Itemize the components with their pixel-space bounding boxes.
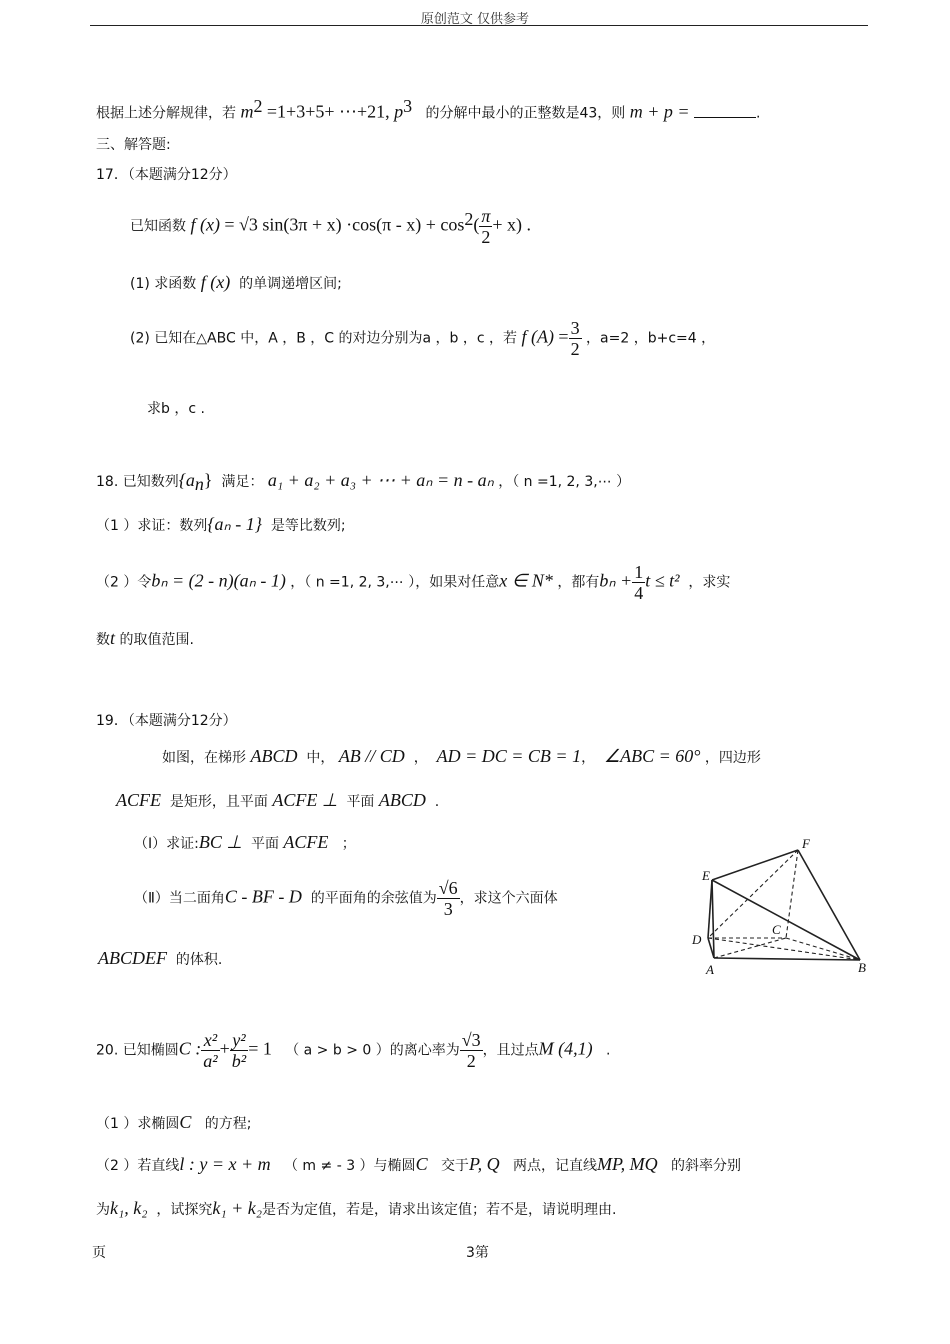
q18-p2-prefix: （2 ）令 [96,574,152,591]
edge-ED [708,880,712,938]
q19-line2e: ABCD [378,790,426,810]
q20-k: k₁, k₂ [110,1198,148,1218]
q17-p2-last: 求b ，c . [147,401,205,417]
q20-part2 [96,1154,741,1175]
q20-c: C : [178,1038,202,1059]
q18-part1 [96,514,346,535]
page-header: 原创范文 仅供参考 [420,12,530,27]
q20-part2-line2 [96,1198,617,1219]
q20-p2-cond: （ m ≠ - 3 ）与椭圆 [283,1158,416,1174]
q19-p2-math: C - BF - D [224,886,302,907]
label-F: F [802,836,810,851]
q19-par: AB // CD [338,746,405,766]
q20-p2-c: C [415,1154,428,1174]
q17-paren: ( [473,214,480,235]
q19-line2a: ACFE [116,790,161,810]
q17-tail: + x) . [492,214,532,235]
q19-line1a: 如图，在梯形 [162,750,246,766]
q19-p2-end: ，求这个六面体 [459,890,558,907]
q19-line2b: 是矩形，且平面 [169,794,268,810]
answer-blank [694,103,756,118]
q20-e-den: 2 [466,1051,476,1071]
edge-EF [712,850,798,880]
q20-pass: ，且过点 [482,1042,539,1059]
intro-middle: 的分解中最小的正整数是43，则 [425,105,626,122]
q20-part1 [96,1112,251,1133]
q17-pi: π [481,206,491,226]
q18-p2-frac [632,562,645,603]
q18-p2-ineq: t ≤ t² [645,570,680,591]
q17-part1 [130,272,342,293]
q18-p1-prefix: （1 ）求证：数列 [96,518,208,534]
q20-point: M (4,1) [538,1038,593,1059]
q19-abcd: ABCD [250,746,298,766]
q19-part2 [134,878,558,919]
q19-p2-num: √6 [438,878,458,898]
hexahedron-figure [690,836,870,978]
q19-p2-den: 3 [443,899,453,919]
q20-p2-two: 两点，记直线 [512,1158,597,1174]
q18-p2-num: 1 [634,562,644,582]
q20-line [96,1030,610,1071]
q17-cos-sup: 2 [464,208,474,229]
q17-formula: = √3 sin(3π + x) ·cos(π - x) + cos [224,214,465,235]
intro-end: . [756,105,761,122]
q20-x2: x² [201,1030,219,1051]
q18-part2-line2 [96,628,194,649]
q18-p1-math: {aₙ - 1} [207,514,262,534]
q20-eq1: = 1 [248,1038,272,1059]
q19-title: 19．（本题满分12分） [96,713,237,729]
q19-p1-acfe: ACFE [283,832,329,852]
q20-plus: + [219,1038,230,1059]
q18-p2-have: ，都有 [557,574,600,591]
q18-part2 [96,562,730,603]
q20-p1-c: C [179,1112,192,1132]
q19-p1-end: ； [341,836,356,852]
q20-x-frac [201,1030,219,1071]
q18-t: t [110,628,116,648]
q19-line2d: 平面 [346,794,375,810]
intro-p: p [394,101,404,122]
q20-b2: b² [231,1051,247,1071]
q18-seq-close: } [203,470,213,490]
label-A: A [706,962,714,977]
q17-p2-math: f (A) [521,326,554,347]
q20-end: . [605,1042,611,1059]
intro-prefix: 根据上述分解规律，若 [96,105,236,122]
q19-p2-line2b: 的体积. [175,952,223,968]
q20-line2c: 是否为定值，若是，请求出该定值；若不是，请说明理由. [262,1202,617,1218]
label-B: B [858,960,866,975]
intro-series: =1+3+5+ ⋯+21, [266,101,390,122]
q18-p2-cond: ，（ n =1, 2, 3,⋯ ），如果对任意 [290,574,500,591]
q18-p2-end: ，求实 [688,574,731,591]
q19-part1 [134,832,356,853]
q17-given-line [130,206,531,247]
q18-p2-den: 4 [634,583,644,603]
edge-AC [714,938,786,958]
q18-satisfy: 满足： [221,474,264,490]
intro-line [96,96,760,123]
edge-DB [708,938,860,960]
q18-p2-x: x ∈ N* [499,570,553,591]
label-D: D [692,932,702,947]
q20-p2-meet: 交于 [440,1158,469,1174]
q20-p2-line: l : y = x + m [179,1154,271,1174]
q18-line2a: 数 [96,632,110,648]
q18-cond: ，（ n =1, 2, 3,⋯ ） [498,474,631,490]
q17-p1-math: f (x) [200,272,231,292]
q19-p1-math: BC ⊥ [198,832,243,852]
q19-p2-frac [437,878,460,919]
q17-p2-num: 3 [570,318,580,338]
q19-line1b: 中， [306,750,335,766]
q17-p1-suffix: 的单调递增区间; [239,276,342,292]
q17-part2 [130,318,715,359]
q17-p1-prefix: (1) 求函数 [130,276,197,292]
q19-line1: 如图，在梯形 ABCD 中， AB // CD ， AD = DC = CB = 1， ∠ABC = 60° ，四边形 [162,746,761,766]
q20-e-frac [460,1030,483,1071]
q19-p1-prefix: （Ⅰ）求证: [134,836,199,852]
footer-left: 页 [92,1245,106,1261]
q20-p2-mpmq: MP, MQ [596,1154,658,1174]
q18-p2-b: bₙ + [599,570,633,591]
q20-y2: y² [230,1030,248,1051]
edge-EA [712,880,714,958]
q18-line [96,470,630,495]
q18-p1-suffix: 是等比数列; [270,518,346,534]
label-C: C [772,922,781,937]
section-title: 三、解答题: [96,137,171,153]
q19-line1c: ，四边形 [704,750,761,766]
q17-title: 17．（本题满分12分） [96,167,237,183]
q18-line2b: 的取值范围. [119,632,194,648]
q18-p2-math: bₙ = (2 - n)(aₙ - 1) [151,570,286,591]
q17-p2-prefix: (2) 已知在△ABC 中，A ，B ，C 的对边分别为a ，b ，c ，若 [130,330,518,347]
header-rule [90,25,868,26]
q17-pi-over-2 [479,206,492,247]
edge-FD [708,850,798,938]
q19-angle: ∠ABC = 60° [603,746,701,766]
intro-sup3: 3 [403,96,413,116]
q20-p2-pq: P, Q [468,1154,500,1174]
footer-page-number: 3第 [466,1245,489,1261]
q20-y-frac [230,1030,248,1071]
q19-line2c: ACFE ⊥ [272,790,338,810]
q17-p2-den: 2 [570,339,580,359]
q19-p2-mid: 的平面角的余弦值为 [310,890,437,907]
q20-p2-prefix: （2 ）若直线 [96,1158,180,1174]
q17-two: 2 [481,227,491,247]
label-E: E [702,868,710,883]
q19-part2-line2 [98,948,222,969]
q20-p1-suffix: 的方程; [204,1116,252,1132]
q18-formula: a₁ + a₂ + a₃ + ⋯ + aₙ = n - aₙ [267,470,494,490]
intro-m: m [240,101,254,122]
q20-sum: k₁ + k₂ [212,1198,263,1218]
q17-fx: f (x) [190,214,220,235]
q20-a2: a² [203,1051,218,1071]
q17-p2-suffix: ，a=2 ，b+c=4 ， [586,330,716,347]
q20-line2b: ，试探究 [156,1202,213,1218]
q20-e-num: √3 [461,1030,481,1050]
q19-line2 [116,790,439,811]
q18-seq-sub: n [194,473,204,494]
q18-seq: {a [178,470,195,490]
q17-given: 已知函数 [130,218,186,235]
q19-p2-line2: ABCDEF [98,948,167,968]
q20-line2a: 为 [96,1202,110,1218]
edge-AB [714,958,860,960]
q20-title: 20. 已知椭圆 [96,1042,179,1059]
q20-p1-prefix: （1 ）求椭圆 [96,1116,180,1132]
intro-sum: m + p = [629,101,690,122]
q19-line2f: . [434,794,440,810]
q20-p2-slope: 的斜率分别 [671,1158,742,1174]
q17-p2-eq: = [558,326,569,347]
q18-title: 18. 已知数列 [96,474,179,490]
q19-p2-prefix: （Ⅱ）当二面角 [134,890,225,907]
intro-sup2: 2 [253,96,263,116]
q19-p1-mid: 平面 [250,836,279,852]
q19-eqs: AD = DC = CB = 1 [436,746,582,766]
q17-p2-frac [569,318,582,359]
q20-cond: （ a > b > 0 ）的离心率为 [285,1042,460,1059]
